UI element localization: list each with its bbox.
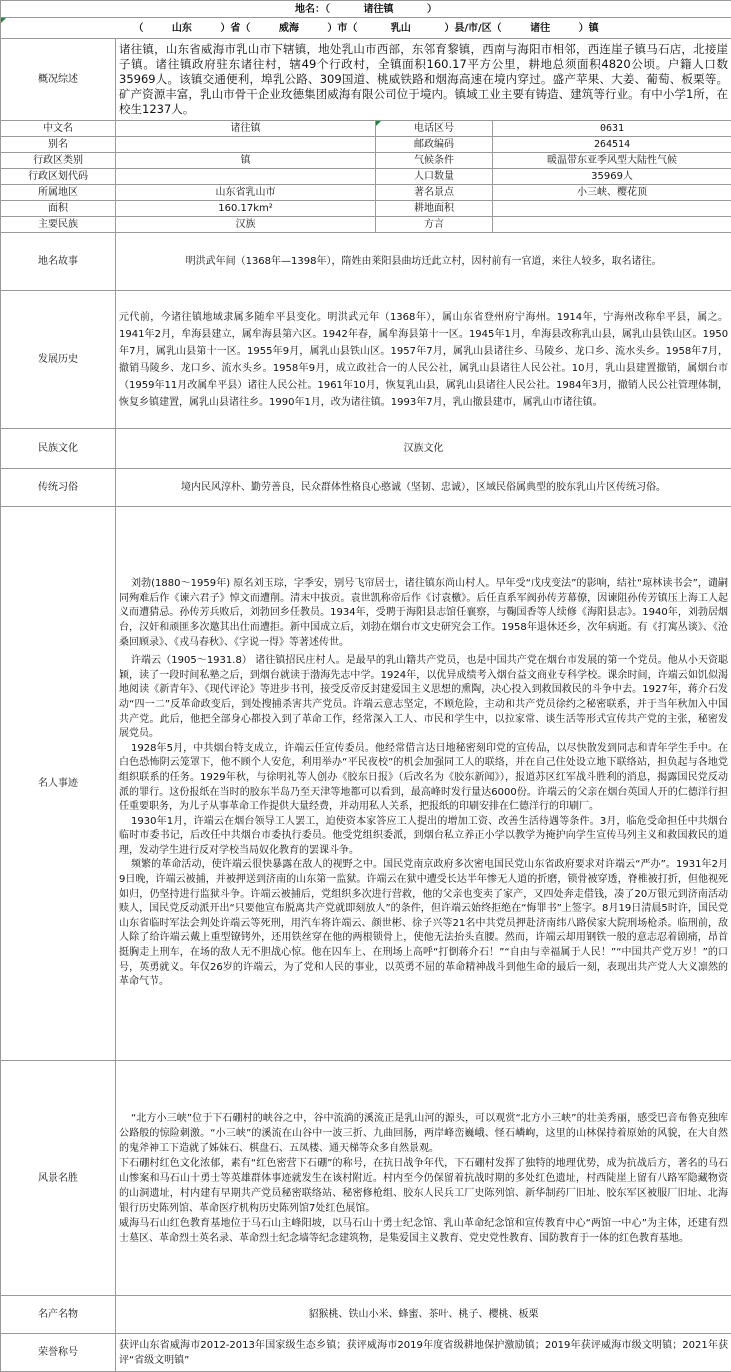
honors-row	[1, 1334, 731, 1372]
honors-text: 获评山东省威海市2012-2013年国家级生态乡镇；获评威海市2019年度省级耕地保护激励镇；2019年获评威海市级文明镇；2021年获评“省级文明镇”	[116, 1334, 731, 1372]
history-row	[1, 291, 731, 429]
county-suffix: ）县/市/区（	[444, 22, 502, 34]
figure-paragraph: 1930年1月，许端云在烟台领导工人罢工，迫使资本家答应工人提出的增加工资、改善生活待遇等条件。3月，临危受命担任中共烟台临时市委书记，后改任中共烟台市委执行委员。他受党组织委派，到烟台私立养正小学以教学为掩护向学生宣传马列主义和救国救民的道理，发动学生进行反对学校当局奴化教育的罢课斗争。	[119, 815, 729, 856]
scenery-paragraph: “北方小三峡”位于下石硼村的峡谷之中，谷中流淌的溪流正是乳山河的源头，可以观赏“北方小三峡”的壮美秀丽，感受巴音布鲁克独库公路般的惊险刺激。“小三峡”的溪流在山谷中一波三折、九曲回肠，两岸峰峦巍峨、怪石嶙峋，这里的山林保持着原始的风貌，在大自然的鬼斧神工下造就了姊妹石、棋盘石、五凤楼、通天梯等众多自然景观。	[119, 1112, 729, 1154]
products-row	[1, 1296, 731, 1334]
ethnic-text: 汉族文化	[116, 429, 731, 469]
scenery-row	[1, 1061, 731, 1296]
city-suffix: ）市（	[327, 22, 358, 34]
info-value: 汉族	[116, 217, 376, 233]
figure-paragraph: 1928年5月，中共烟台特支成立，许端云任宣传委员。他经常借言达日地秘密刻印党的宣传品，以尽快散发到同志和青年学生手中。在白色恐怖阴云笼罩下，他不顾个人安危，利用举办“平民夜校”的机会加强同工人的联络，并在自己住处设立地下联络站，担负起与各地党组织联系的任务。1929年秋，与徐明礼等人创办《胶东日报》（后改名为《胶东新闻》），报道苏区红军战斗胜利的消息，揭露国民党反动派的罪行。这份报纸在当时的胶东半岛乃至天津等地都可以看到，最高峰时发行量达6000份。许端云的父亲在烟台英国人开的仁德洋行担任重要职务，为儿子从事革命工作提供大量经费，并动用私人关系，把报纸的印刷安排在仁德洋行的印刷厂。	[119, 742, 729, 813]
figures-row	[1, 507, 731, 1061]
info-key: 行政区划代码	[1, 169, 116, 185]
info-key: 耕地面积	[376, 201, 493, 217]
info-key: 电话区号	[376, 121, 493, 137]
info-value: 诸往镇	[116, 121, 376, 137]
scenery-label: 风景名胜	[1, 1061, 116, 1296]
county-value: 乳山	[390, 22, 411, 34]
info-key: 别名	[1, 137, 116, 153]
info-value: 35969人	[493, 169, 731, 185]
overview-label: 概况综述	[1, 39, 116, 121]
title-label: 地名：（	[295, 3, 331, 15]
products-label: 名产名物	[1, 1296, 116, 1334]
info-value	[116, 169, 376, 185]
figure-paragraph: 刘勃(1880～1959年) 原名刘玉琮，字季安，别号飞帘居士，诸往镇东尚山村人。早年受“戊戌变法”的影响，结社“琼林读书会”，谴嗣同殉难后作《谏六君子》悼文而遭削。清末中拔贡。袁世凯称帝后作《讨袁檄》。后任直系军阀孙传芳幕僚，因谏阻孙传芳镇压上海工人起义而遭猜忌。孙传芳兵败后，刘勃回乡任教员。1934年，受聘于海阳县志馆任襄察，与鞠国香等人续修《海阳县志》。1940年，刘勃居烟台，汉奸和顽匪多次邀其出仕而遭拒。新中国成立后，刘勃在烟台市文史研究会工作。1958年退休还乡，次年病逝。有《打寓丛谈》、《沧桑回顾录》、《戎马春秋》、《字说一得》等著述传世。	[119, 578, 729, 648]
info-key: 邮政编码	[376, 137, 493, 153]
info-key: 面积	[1, 201, 116, 217]
overview-text: 诸往镇，山东省威海市乳山市下辖镇，地处乳山市西部，东邻育黎镇，西南与海阳市相邻，西连崖子镇马石店，北接崖子镇。诸往镇政府驻东诸往村，辖49个行政村，全镇面积160.17平方公里，耕地总须面积4820公顷。户籍人口数35969人。该镇交通便利，埠乳公路、309国道、桃威铁路和烟海高速在境内穿过。盛产苹果、大姜、葡萄、板栗等。矿产资源丰富，乳山市骨干企业玫德集团威海有限公司位于境内。镇域工业主要有铸造、建筑等行业。有中小学1所，在校生1237人。	[116, 39, 731, 121]
info-value	[493, 217, 731, 233]
info-value	[493, 201, 731, 217]
ethnic-label: 民族文化	[1, 429, 116, 469]
region-header-row	[1, 18, 731, 39]
city-value: 威海	[278, 22, 299, 34]
info-row	[1, 121, 731, 137]
products-text: 貂猴桃、铁山小米、蜂蜜、茶叶、桃子、樱桃、板栗	[116, 1296, 731, 1334]
ethnic-row	[1, 429, 731, 469]
info-key: 行政区类别	[1, 153, 116, 169]
scenery-paragraph: 下石硼村红色文化浓郁，素有“红色密营下石硼”的称号，在抗日战争年代，下石硼村发挥了独特的地理优势，成为抗战后方，著名的马石山惨案和马石山十勇士等英雄群体事迹就发生在该村附近。村内至今仍保留着抗战时期的多处红色遗址，村西陡崖上留有八路军隐藏物资的山洞遗址，村内建有早期共产党员秘密联络站、秘密修枪组、胶东人民兵工厂史陈列馆、新华制药厂旧址、胶东军区被服厂旧址、北海银行历史陈列馆、革命医疗机构历史陈列馆7处红色展馆。	[119, 1157, 729, 1214]
overview-row	[1, 39, 731, 121]
story-text: 明洪武年间（1368年—1398年），隋姓由莱阳县曲坊迁此立村，因村前有一官道，来往人较多，取名诸往。	[116, 233, 731, 291]
info-key: 主要民族	[1, 217, 116, 233]
province-value: 山东	[171, 22, 192, 34]
info-value	[116, 137, 376, 153]
info-key: 中文名	[1, 121, 116, 137]
info-value: 264514	[493, 137, 731, 153]
honors-label: 荣誉称号	[1, 1334, 116, 1372]
info-value: 0631	[493, 121, 731, 137]
info-key: 著名景点	[376, 185, 493, 201]
custom-text: 境内民风淳朴、勤劳善良，民众群体性格良心憨诚（坚韧、忠诚），区域民俗属典型的胶东乳山片区传统习俗。	[116, 469, 731, 507]
info-key: 所属地区	[1, 185, 116, 201]
figures-label: 名人事迹	[1, 507, 116, 1061]
info-row	[1, 201, 731, 217]
history-text: 元代前，今诸往镇地域隶属多随牟平县变化。明洪武元年（1368年），属山东省登州府宁海州。1914年，宁海州改称牟平县，属之。1941年2月，牟海县建立，属牟海县第六区。1942年春，属牟海县第十一区。1945年1月，牟海县改称乳山县，属乳山县铁山区。1950年7月，属乳山县第十一区。1955年9月，属乳山县铁山区。1957年7月，属乳山县诸往乡、马陵乡、龙口乡、流水头乡。1958年7月，撤销马陵乡、龙口乡、流水头乡。1958年9月，成立政社合一的人民公社，属乳山县诸往人民公社。10月，乳山县建置撤销，属烟台市（1959年11月改属牟平县）诸往人民公社。1961年10月，恢复乳山县，属乳山县诸往人民公社。1984年3月，撤销人民公社管理体制，恢复乡镇建置，属乳山县诸往乡。1990年1月，改为诸往镇。1993年7月，乳山撤县建市，属乳山市诸往镇。	[116, 291, 731, 429]
info-key: 方言	[376, 217, 493, 233]
info-row	[1, 185, 731, 201]
info-row	[1, 169, 731, 185]
title-row	[1, 1, 731, 18]
info-value: 160.17km²	[116, 201, 376, 217]
info-row	[1, 217, 731, 233]
custom-row	[1, 469, 731, 507]
figure-paragraph: 频繁的革命活动，使许端云很快暴露在敌人的视野之中。国民党南京政府多次密电国民党山东省政府要求对许端云“严办”。1931年2月9日晚，许端云被捕，并被押送到济南的山东第一监狱。许端云在狱中遭受长达半年惨无人道的折磨，锁骨被穿透，脊椎被打折，但他视死如归，仍坚持进行监狱斗争。许端云被捕后，党组织多次进行营救，他的父亲也变卖了家产，又四处奔走借钱，凑了20万银元到济南活动赎人，国民党反动派开出“只要他宣布脱离共产党就即刻放人”的条件，但许端云始终拒绝在“悔罪书”上签字。8月19日清晨5时许，国民党山东省临时军法会判处许端云等死刑，用汽车将许端云、颜世彬、徐子兴等21名中共党员押赴济南纬八路侯家大院刑场枪杀。临刑前，敌人除了给许端云戴上重型镣铐外，还用铁丝穿在他的两根锁骨上，使他无法抬头直腰。然而，许端云却用钢铁一般的意志忍着剧痛，昂首挺胸走上刑车，在场的敌人无不胆战心惊。他在囚车上、在刑场上高呼“打倒蒋介石！”“自由与幸福属于人民！”“中国共产党万岁！”的口号，英勇就义。年仅26岁的许端云，为了党和人民的事业，以英勇不屈的革命精神战斗到他生命的最后一刻，表现出共产党人大义凛然的革命气节。	[119, 859, 729, 988]
info-value: 镇	[116, 153, 376, 169]
story-row	[1, 233, 731, 291]
info-value: 暖温带东亚季风型大陆性气候	[493, 153, 731, 169]
title-close: ）	[427, 3, 438, 15]
province-suffix: ）省（	[220, 22, 251, 34]
region-header	[1, 18, 731, 39]
title-town-name: 诸往镇	[363, 3, 394, 15]
scenery-text	[116, 1061, 731, 1296]
info-row	[1, 153, 731, 169]
info-value: 小三峡、樱花顶	[493, 185, 731, 201]
story-label: 地名故事	[1, 233, 116, 291]
info-key: 人口数量	[376, 169, 493, 185]
info-key: 气候条件	[376, 153, 493, 169]
figure-paragraph: 许端云（1905～1931.8） 诸往镇招民庄村人。是最早的乳山籍共产党员，也是中国共产党在烟台市发展的第一个党员。他从小天资聪颖，读了一段时间私塾之后，到烟台就读于渤海先志中学。1924年，以优异成绩考入烟台益文商业专科学校。课余时间，许端云如饥似渴地阅读《新青年》、《现代评论》等进步书刊，接受反帝反封建爱国主义思想的熏陶，决心投入到救国救民的斗争中去。1927年，蒋介石发动“四一二”反革命政变后，到处搜捕杀害共产党员。许端云意志坚定，不顾危险，主动和共产党员徐约之秘密联系，并于当年秋加入中国共产党。此后，他把全部身心都投入到了革命工作，经常深入工人、市民和学生中，以拉家常、谈生活等形式宣传共产党的主张，秘密发展党员。	[119, 655, 729, 740]
sheet-title	[1, 1, 731, 18]
town-suffix: ）镇	[578, 22, 599, 34]
town-value: 诸往	[530, 22, 551, 34]
history-label: 发展历史	[1, 291, 116, 429]
info-value: 山东省乳山市	[116, 185, 376, 201]
region-open: （	[133, 22, 144, 34]
custom-label: 传统习俗	[1, 469, 116, 507]
figures-text	[116, 507, 731, 1061]
info-row	[1, 137, 731, 153]
scenery-paragraph: 威海马石山红色教育基地位于马石山主峰阳坡，以马石山十勇士纪念馆、乳山革命纪念馆和宣传教育中心“两馆一中心”为主体，还建有烈士墓区、革命烈士英名录、革命烈士纪念墙等纪念建筑物，是集爱国主义教育、党史党性教育、国防教育于一体的红色教育基地。	[119, 1217, 729, 1244]
